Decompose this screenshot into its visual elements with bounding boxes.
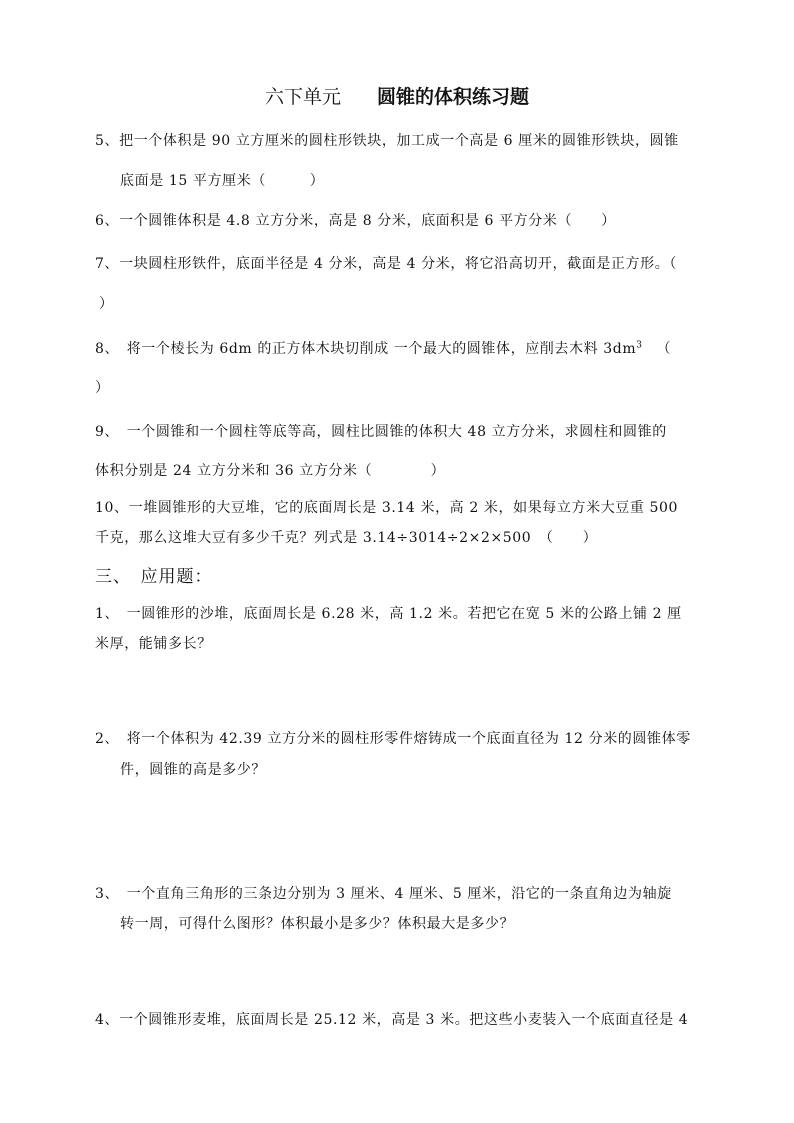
page-title xyxy=(0,84,794,110)
section-heading: 三、 应用题： xyxy=(95,567,213,587)
cube-exponent: 3 xyxy=(636,340,643,351)
question-5-line-1: 5、把一个体积是 90 立方厘米的圆柱形铁块，加工成一个高是 6 厘米的圆锥形铁块，圆锥 xyxy=(95,133,679,149)
question-8-line-1 xyxy=(95,339,671,359)
app-question-3-line-2: 转一周，可得什么图形？体积最小是多少？体积最大是多少？ xyxy=(120,916,515,932)
question-10-line-2: 千克，那么这堆大豆有多少千克？列式是 3.14÷3014÷2×2×500 （ ） xyxy=(95,530,598,546)
question-6-line-1: 6、一个圆锥体积是 4.8 立方分米，高是 8 分米，底面积是 6 平方分米（ ） xyxy=(95,213,616,229)
app-question-3-line-1: 3、 一个直角三角形的三条边分别为 3 厘米、4 厘米、5 厘米，沿它的一条直角边为轴旋 xyxy=(95,886,672,902)
app-question-4-line-1: 4、一个圆锥形麦堆，底面周长是 25.12 米，高是 3 米。把这些小麦装入一个底面直径是 4 xyxy=(95,1012,689,1028)
question-8-text: 8、 将一个棱长为 6dm 的正方体木块切削成 一个最大的圆锥体，应削去木料 3dm xyxy=(95,341,637,357)
app-question-2-line-2: 件，圆锥的高是多少？ xyxy=(120,762,266,778)
title-topic: 圆锥的体积练习题 xyxy=(377,86,530,108)
question-8-line-2: ） xyxy=(95,380,110,396)
title-unit: 六下单元 xyxy=(264,86,341,108)
question-5-line-2: 底面是 15 平方厘米（ ） xyxy=(120,173,325,189)
question-7-line-2: ） xyxy=(99,296,114,312)
app-question-1-line-1: 1、 一圆锥形的沙堆，底面周长是 6.28 米，高 1.2 米。若把它在宽 5 米的公路上铺 2 厘 xyxy=(95,606,682,622)
question-10-line-1: 10、一堆圆锥形的大豆堆，它的底面周长是 3.14 米，高 2 米，如果每立方米大豆重 500 xyxy=(95,500,679,516)
app-question-2-line-1: 2、 将一个体积为 42.39 立方分米的圆柱形零件熔铸成一个底面直径为 12 分米的圆锥体零 xyxy=(95,731,691,747)
question-7-line-1: 7、一块圆柱形铁件，底面半径是 4 分米，高是 4 分米，将它沿高切开，截面是正方形。（ xyxy=(95,256,677,272)
question-9-line-1: 9、 一个圆锥和一个圆柱等底等高，圆柱比圆锥的体积大 48 立方分米，求圆柱和圆锥的 xyxy=(95,424,667,440)
question-8-bracket: （ xyxy=(656,341,672,357)
app-question-1-line-2: 米厚，能铺多长？ xyxy=(95,636,212,652)
question-9-line-2: 体积分别是 24 立方分米和 36 立方分米（ ） xyxy=(95,463,446,479)
